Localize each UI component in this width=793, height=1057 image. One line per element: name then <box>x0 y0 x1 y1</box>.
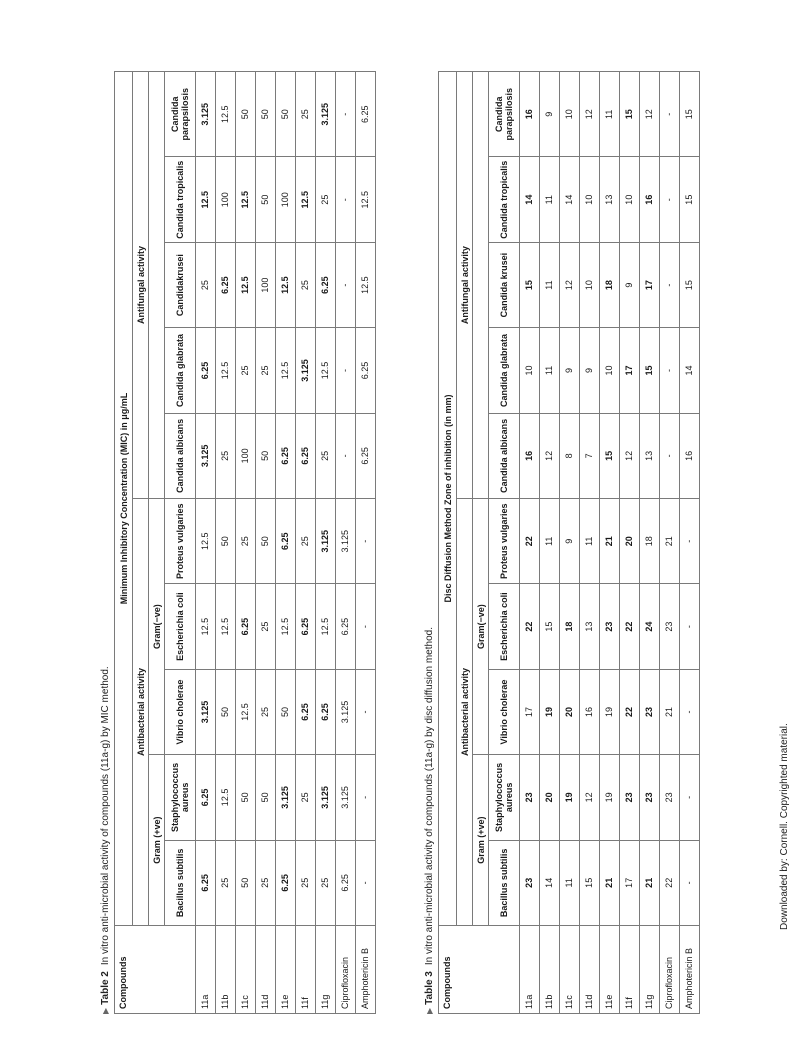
value-cell: 15 <box>520 242 540 327</box>
table-row <box>680 72 700 1014</box>
table-row <box>336 72 356 1014</box>
table-row <box>196 72 216 1014</box>
value-cell: - <box>680 755 700 840</box>
value-cell: 12 <box>560 242 580 327</box>
main-header: Disc Diffusion Method Zone of inhibition (in mm) <box>439 72 457 926</box>
antibacterial-header: Antibacterial activity <box>457 499 473 926</box>
value-cell: 21 <box>600 499 620 584</box>
table-row <box>580 72 600 1014</box>
value-cell: 16 <box>520 72 540 157</box>
table-row <box>660 72 680 1014</box>
table-2-block <box>98 72 376 1014</box>
value-cell: 50 <box>276 72 296 157</box>
value-cell: - <box>336 328 356 413</box>
column-header-row <box>489 72 520 1014</box>
value-cell: 9 <box>560 328 580 413</box>
value-cell: - <box>336 157 356 242</box>
value-cell: 25 <box>256 669 276 754</box>
value-cell: 12.5 <box>216 72 236 157</box>
value-cell: 22 <box>520 499 540 584</box>
column-header: Candida tropicalis <box>489 157 520 242</box>
value-cell: 25 <box>256 840 276 925</box>
value-cell: 15 <box>680 157 700 242</box>
value-cell: 9 <box>560 499 580 584</box>
value-cell: 7 <box>580 413 600 498</box>
value-cell: 50 <box>236 72 256 157</box>
compound-cell: Amphotericin B <box>356 926 376 1014</box>
table-3-caption <box>422 72 438 1014</box>
column-header: Candida albicans <box>165 413 196 498</box>
value-cell: 15 <box>600 413 620 498</box>
value-cell: 23 <box>620 755 640 840</box>
antifungal-header: Antifungal activity <box>133 72 149 499</box>
value-cell: 25 <box>296 840 316 925</box>
value-cell: 6.25 <box>276 840 296 925</box>
value-cell: 12.5 <box>236 242 256 327</box>
table-row <box>216 72 236 1014</box>
value-cell: 50 <box>236 755 256 840</box>
value-cell: 3.125 <box>336 669 356 754</box>
compound-cell: 11f <box>296 926 316 1014</box>
compound-cell: 11a <box>520 926 540 1014</box>
value-cell: 23 <box>640 755 660 840</box>
value-cell: - <box>660 72 680 157</box>
value-cell: 6.25 <box>196 755 216 840</box>
main-header: Minimum Inhibitory Concentration (MIC) in μg/mL <box>115 72 133 926</box>
value-cell: 12.5 <box>276 584 296 669</box>
value-cell: 11 <box>540 157 560 242</box>
value-cell: - <box>356 499 376 584</box>
value-cell: 100 <box>236 413 256 498</box>
value-cell: 11 <box>560 840 580 925</box>
value-cell: 50 <box>256 157 276 242</box>
value-cell: 25 <box>216 413 236 498</box>
value-cell: 23 <box>520 840 540 925</box>
value-cell: 3.125 <box>196 72 216 157</box>
value-cell: 6.25 <box>296 584 316 669</box>
compound-cell: 11g <box>640 926 660 1014</box>
value-cell: 6.25 <box>236 584 256 669</box>
compound-cell: Ciprofloxacin <box>660 926 680 1014</box>
value-cell: 6.25 <box>316 669 336 754</box>
column-header: Staphylococcus aureus <box>489 755 520 840</box>
value-cell: 14 <box>560 157 580 242</box>
value-cell: 14 <box>540 840 560 925</box>
antifungal-subheader-blank <box>149 72 165 499</box>
value-cell: 18 <box>560 584 580 669</box>
value-cell: 15 <box>620 72 640 157</box>
table-row <box>540 72 560 1014</box>
column-header: Candida glabrata <box>165 328 196 413</box>
value-cell: 6.25 <box>276 413 296 498</box>
value-cell: 100 <box>216 157 236 242</box>
value-cell: 9 <box>540 72 560 157</box>
value-cell: 23 <box>600 584 620 669</box>
value-cell: 25 <box>196 242 216 327</box>
footer-notice: Downloaded by: Cornell. Copyrighted material. <box>779 723 790 930</box>
compound-cell: 11c <box>236 926 256 1014</box>
column-header: Bacillus subtilis <box>165 840 196 925</box>
value-cell: 6.25 <box>196 840 216 925</box>
value-cell: 6.25 <box>336 840 356 925</box>
value-cell: - <box>680 584 700 669</box>
compound-cell: Ciprofloxacin <box>336 926 356 1014</box>
value-cell: 3.125 <box>316 499 336 584</box>
column-header: Candida tropicalis <box>165 157 196 242</box>
table-row <box>316 72 336 1014</box>
antibacterial-header: Antibacterial activity <box>133 499 149 926</box>
column-header: Bacillus subtilis <box>489 840 520 925</box>
antifungal-header: Antifungal activity <box>457 72 473 499</box>
value-cell: 12.5 <box>316 584 336 669</box>
value-cell: 11 <box>540 328 560 413</box>
value-cell: 17 <box>640 242 660 327</box>
value-cell: 50 <box>216 669 236 754</box>
value-cell: 10 <box>520 328 540 413</box>
value-cell: 16 <box>520 413 540 498</box>
value-cell: 25 <box>236 328 256 413</box>
value-cell: 50 <box>216 499 236 584</box>
value-cell: 10 <box>580 157 600 242</box>
value-cell: 12.5 <box>296 157 316 242</box>
value-cell: 14 <box>680 328 700 413</box>
table-row <box>296 72 316 1014</box>
value-cell: - <box>356 840 376 925</box>
value-cell: 15 <box>680 72 700 157</box>
value-cell: 12.5 <box>236 157 256 242</box>
value-cell: 3.125 <box>276 755 296 840</box>
value-cell: 21 <box>600 840 620 925</box>
value-cell: 12.5 <box>196 584 216 669</box>
value-cell: - <box>660 413 680 498</box>
value-cell: 10 <box>560 72 580 157</box>
value-cell: 8 <box>560 413 580 498</box>
table-row <box>520 72 540 1014</box>
value-cell: - <box>660 242 680 327</box>
value-cell: 50 <box>256 499 276 584</box>
value-cell: 6.25 <box>316 242 336 327</box>
value-cell: 11 <box>600 72 620 157</box>
compound-cell: 11g <box>316 926 336 1014</box>
value-cell: - <box>680 669 700 754</box>
value-cell: 23 <box>660 755 680 840</box>
column-header: Candidakrusei <box>165 242 196 327</box>
value-cell: 20 <box>540 755 560 840</box>
table-row <box>356 72 376 1014</box>
value-cell: 22 <box>620 584 640 669</box>
value-cell: 25 <box>296 72 316 157</box>
table-row <box>600 72 620 1014</box>
value-cell: 100 <box>256 242 276 327</box>
value-cell: 25 <box>296 499 316 584</box>
table-3-body <box>520 72 700 1014</box>
value-cell: 25 <box>296 242 316 327</box>
value-cell: - <box>356 669 376 754</box>
column-header: Candida albicans <box>489 413 520 498</box>
value-cell: 12.5 <box>356 157 376 242</box>
value-cell: 6.25 <box>336 584 356 669</box>
value-cell: 6.25 <box>276 499 296 584</box>
value-cell: 22 <box>520 584 540 669</box>
value-cell: 25 <box>256 328 276 413</box>
mic-table <box>114 71 376 1014</box>
table-row <box>276 72 296 1014</box>
value-cell: 12 <box>540 413 560 498</box>
value-cell: 15 <box>580 840 600 925</box>
value-cell: 13 <box>580 584 600 669</box>
compound-cell: 11d <box>256 926 276 1014</box>
value-cell: 25 <box>296 755 316 840</box>
value-cell: 6.25 <box>196 328 216 413</box>
gram-positive-header: Gram (+ve) <box>149 755 165 926</box>
value-cell: 25 <box>216 840 236 925</box>
value-cell: 9 <box>620 242 640 327</box>
compound-cell: 11d <box>580 926 600 1014</box>
value-cell: - <box>336 413 356 498</box>
caption-text: In vitro anti-microbial activity of compounds (11a-g) by MIC method. <box>100 666 111 966</box>
value-cell: 11 <box>540 499 560 584</box>
value-cell: 12 <box>640 72 660 157</box>
value-cell: 6.25 <box>296 413 316 498</box>
caption-text: In vitro anti-microbial activity of compounds (11a-g) by disc diffusion method. <box>424 627 435 966</box>
compound-cell: 11f <box>620 926 640 1014</box>
value-cell: 15 <box>680 242 700 327</box>
value-cell: 20 <box>560 669 580 754</box>
value-cell: 11 <box>580 499 600 584</box>
value-cell: 3.125 <box>336 755 356 840</box>
value-cell: 12.5 <box>196 499 216 584</box>
value-cell: 23 <box>640 669 660 754</box>
column-header: Escherichia coli <box>165 584 196 669</box>
value-cell: 12.5 <box>216 328 236 413</box>
value-cell: 10 <box>580 242 600 327</box>
table-2-body <box>196 72 376 1014</box>
value-cell: 13 <box>600 157 620 242</box>
value-cell: 12.5 <box>216 584 236 669</box>
value-cell: 11 <box>540 242 560 327</box>
value-cell: 50 <box>256 72 276 157</box>
value-cell: - <box>336 242 356 327</box>
compounds-header: Compounds <box>115 926 196 1014</box>
compound-cell: 11c <box>560 926 580 1014</box>
value-cell: 19 <box>600 755 620 840</box>
value-cell: 18 <box>600 242 620 327</box>
value-cell: 25 <box>316 840 336 925</box>
value-cell: 16 <box>580 669 600 754</box>
value-cell: 18 <box>640 499 660 584</box>
value-cell: 19 <box>600 669 620 754</box>
value-cell: - <box>660 328 680 413</box>
value-cell: 25 <box>256 584 276 669</box>
value-cell: 17 <box>620 328 640 413</box>
value-cell: 19 <box>540 669 560 754</box>
value-cell: 9 <box>580 328 600 413</box>
value-cell: 25 <box>316 413 336 498</box>
value-cell: 6.25 <box>296 669 316 754</box>
value-cell: 3.125 <box>316 755 336 840</box>
gram-positive-header: Gram (+ve) <box>473 755 489 926</box>
value-cell: 6.25 <box>216 242 236 327</box>
value-cell: 16 <box>640 157 660 242</box>
value-cell: 6.25 <box>356 72 376 157</box>
column-header: Staphylococcus aureus <box>165 755 196 840</box>
compound-cell: 11e <box>600 926 620 1014</box>
value-cell: - <box>356 584 376 669</box>
value-cell: 50 <box>256 755 276 840</box>
column-header: Candida glabrata <box>489 328 520 413</box>
value-cell: 23 <box>660 584 680 669</box>
value-cell: 3.125 <box>196 669 216 754</box>
value-cell: 3.125 <box>196 413 216 498</box>
compound-cell: Amphotericin B <box>680 926 700 1014</box>
gram-negative-header: Gram(−ve) <box>473 499 489 755</box>
compound-cell: 11b <box>216 926 236 1014</box>
table-row <box>620 72 640 1014</box>
value-cell: - <box>680 499 700 584</box>
triangle-icon: ▶ <box>101 1007 110 1014</box>
column-header: Escherichia coli <box>489 584 520 669</box>
value-cell: 12 <box>620 413 640 498</box>
value-cell: 100 <box>276 157 296 242</box>
value-cell: 14 <box>520 157 540 242</box>
value-cell: - <box>680 840 700 925</box>
table-row <box>256 72 276 1014</box>
value-cell: 50 <box>236 840 256 925</box>
value-cell: 16 <box>680 413 700 498</box>
table-label: Table 3 <box>424 971 435 1005</box>
column-header: Candida parapsilosis <box>165 72 196 157</box>
value-cell: 12.5 <box>196 157 216 242</box>
column-header: Candida krusei <box>489 242 520 327</box>
table-2-caption <box>98 72 114 1014</box>
value-cell: 3.125 <box>296 328 316 413</box>
table-row <box>236 72 256 1014</box>
value-cell: 50 <box>256 413 276 498</box>
value-cell: 50 <box>276 669 296 754</box>
value-cell: 10 <box>600 328 620 413</box>
value-cell: 12.5 <box>276 328 296 413</box>
value-cell: 12.5 <box>316 328 336 413</box>
value-cell: 25 <box>236 499 256 584</box>
value-cell: 3.125 <box>336 499 356 584</box>
value-cell: 17 <box>620 840 640 925</box>
value-cell: 23 <box>520 755 540 840</box>
value-cell: 17 <box>520 669 540 754</box>
value-cell: 3.125 <box>316 72 336 157</box>
value-cell: 12.5 <box>216 755 236 840</box>
value-cell: 12.5 <box>236 669 256 754</box>
value-cell: 10 <box>620 157 640 242</box>
triangle-icon: ▶ <box>425 1007 434 1014</box>
table-row <box>560 72 580 1014</box>
value-cell: 24 <box>640 584 660 669</box>
column-header: Proteus vulgaries <box>489 499 520 584</box>
value-cell: 21 <box>660 499 680 584</box>
table-3-block <box>422 72 700 1014</box>
value-cell: 12 <box>580 72 600 157</box>
value-cell: 25 <box>316 157 336 242</box>
value-cell: 21 <box>640 840 660 925</box>
table-row <box>640 72 660 1014</box>
value-cell: 6.25 <box>356 328 376 413</box>
column-header: Vibrio cholerae <box>489 669 520 754</box>
compounds-header: Compounds <box>439 926 520 1014</box>
compound-cell: 11e <box>276 926 296 1014</box>
gram-negative-header: Gram(−ve) <box>149 499 165 755</box>
antifungal-subheader-blank <box>473 72 489 499</box>
column-header: Candida parapsilosis <box>489 72 520 157</box>
value-cell: 22 <box>660 840 680 925</box>
column-header-row <box>165 72 196 1014</box>
value-cell: 20 <box>620 499 640 584</box>
value-cell: - <box>356 755 376 840</box>
column-header: Vibrio cholerae <box>165 669 196 754</box>
value-cell: 12.5 <box>356 242 376 327</box>
value-cell: 15 <box>540 584 560 669</box>
value-cell: 22 <box>620 669 640 754</box>
value-cell: 6.25 <box>356 413 376 498</box>
value-cell: - <box>336 72 356 157</box>
value-cell: 12 <box>580 755 600 840</box>
compound-cell: 11a <box>196 926 216 1014</box>
value-cell: 12.5 <box>276 242 296 327</box>
disc-diffusion-table <box>438 71 700 1014</box>
value-cell: - <box>660 157 680 242</box>
compound-cell: 11b <box>540 926 560 1014</box>
value-cell: 21 <box>660 669 680 754</box>
value-cell: 13 <box>640 413 660 498</box>
value-cell: 19 <box>560 755 580 840</box>
table-label: Table 2 <box>100 971 111 1005</box>
column-header: Proteus vulgaries <box>165 499 196 584</box>
value-cell: 15 <box>640 328 660 413</box>
